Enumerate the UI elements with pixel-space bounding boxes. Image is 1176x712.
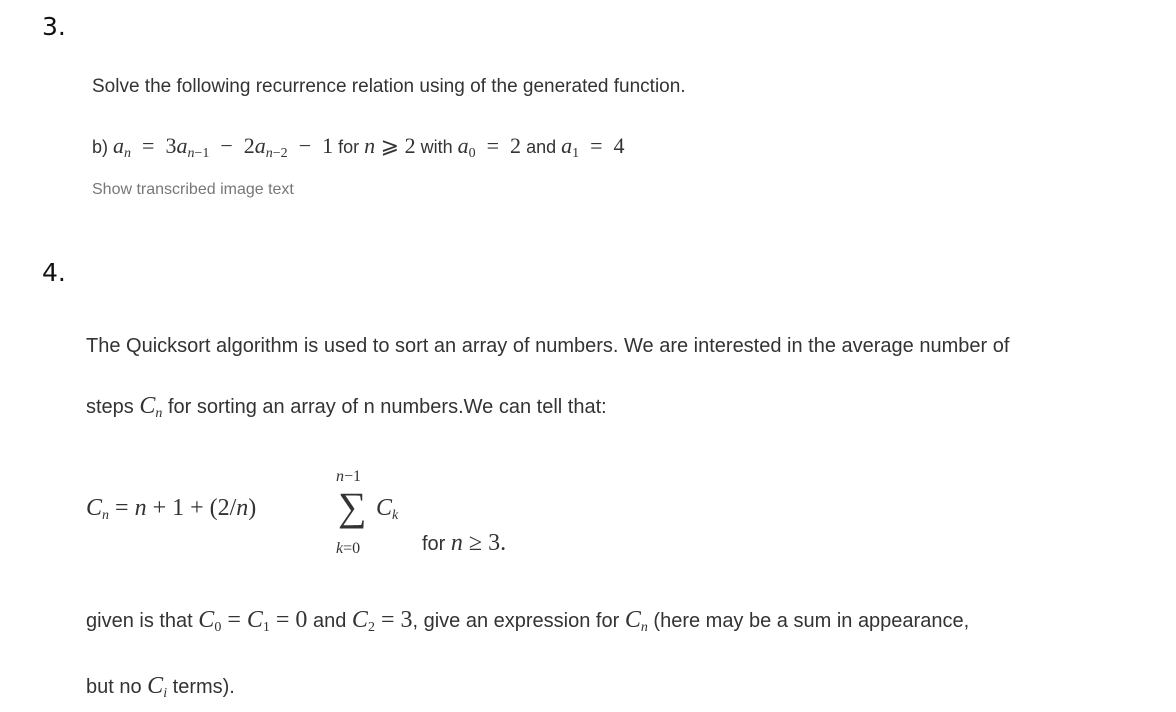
question-3-number: 3. (42, 12, 66, 41)
q4-line-3-start: given is that (86, 610, 193, 632)
question-4-number: 4. (42, 258, 66, 287)
q4-and-text: and (312, 610, 347, 632)
q3-with-text: with (420, 137, 453, 157)
q4-line-4: but no Ci terms). (86, 673, 235, 701)
q4-line-4-end: terms). (172, 676, 235, 698)
q3-equation: b) an = 3an−1 − 2an−2 − 1 for n ⩾ 2 with a0 = 2 and a1 = 4 (92, 133, 625, 161)
q4-line-2-end: for sorting an array of n numbers.We can tell that: (167, 396, 607, 418)
q3-instruction: Solve the following recurrence relation using of the generated function. (92, 76, 686, 97)
q3-and-text: and (526, 137, 557, 157)
q4-formula: n−1 Cn = n + 1 + (2/n) ∑ Ck k=0 for n ≥ 3. (86, 468, 507, 557)
q4-line-3: given is that C0 = C1 = 0 and C2 = 3, give an expression for Cn (here may be a sum in appearance, (86, 607, 970, 635)
q4-line-2: steps Cn for sorting an array of n numbers.We can tell that: (86, 393, 607, 421)
q4-line-2-start: steps (86, 396, 134, 418)
q4-line-3-mid: , give an expression for (412, 610, 620, 632)
q4-for-text: for (422, 533, 446, 555)
q4-line-4-start: but no (86, 676, 142, 698)
q4-line-3-end: (here may be a sum in appearance, (653, 610, 970, 632)
q3-for-text: for (338, 137, 360, 157)
q3-part-label: b) (92, 137, 109, 157)
show-transcribed-link[interactable]: Show transcribed image text (92, 181, 294, 198)
q4-line-1: The Quicksort algorithm is used to sort an array of numbers. We are interested in the average number of (86, 335, 1010, 357)
